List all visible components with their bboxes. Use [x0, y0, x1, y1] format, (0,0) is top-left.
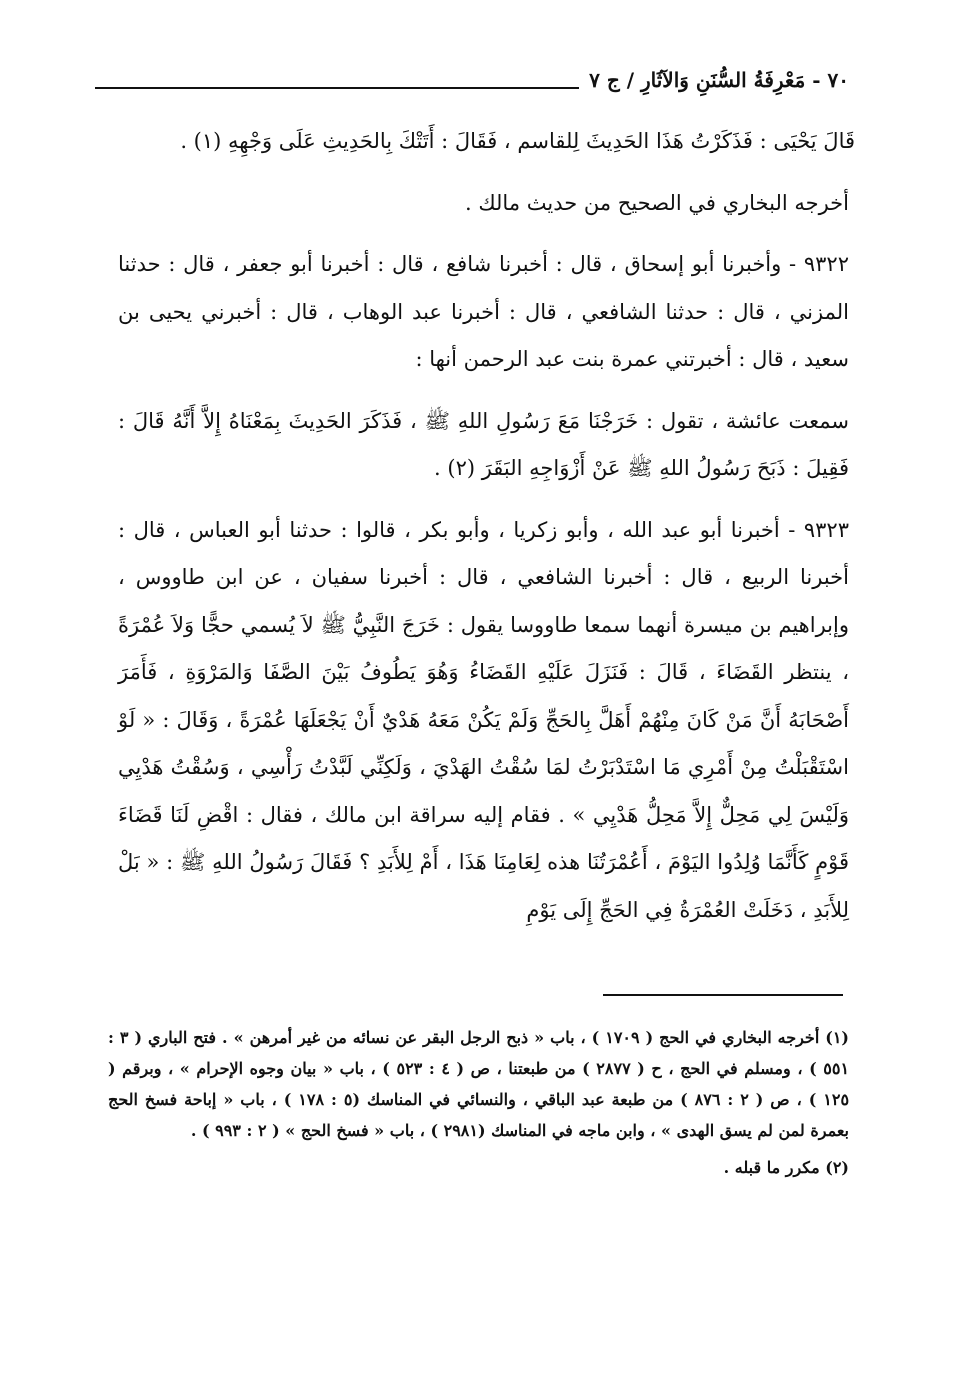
- footnotes: [108, 1022, 849, 1189]
- paragraph-yahya-quote: قَالَ يَحْيَى : فَذَكَرْتُ هَذَا الحَدِيثَ لِلقاسم ، فَقَالَ : أَتَتْكَ بِالحَدِيثِ عَلَى وَجْهِهِ (١) .: [180, 129, 855, 153]
- header-rule: [95, 87, 579, 89]
- main-text: [118, 118, 855, 948]
- paragraph-hadith-9323: ٩٣٢٣ - أخبرنا أبو عبد الله ، وأبو زكريا ، وأبو بكر ، قالوا : حدثنا أبو العباس ، قال : أخبرنا الربيع ، قال : أخبرنا الشافعي ، قال : أخبرنا سفيان ، عن ابن طاووس ، وإبراهيم بن ميسرة أنهما سمعا طاووسا يقول : خَرَجَ النَّبِيُّ ﷺ لاَ يُسمي حجًّا وَلاَ عُمْرَةً ، ينتظر القَضَاءَ ، قَالَ : فَنَزَلَ عَلَيْهِ القَضَاءُ وَهُوَ يَطُوفُ بَيْنَ الصَّفَا وَالمَرْوَةِ ، فَأَمَرَ أَصْحَابَهُ أَنَّ مَنْ كَانَ مِنْهُمْ أَهَلَّ بِالحَجِّ وَلَمْ يَكُنْ مَعَهُ هَدْيٌ أَنْ يَجْعَلَهَا عُمْرَةً ، وَقَالَ : « لَوْ اسْتَقْبَلْتُ مِنْ أَمْرِي مَا اسْتَدْبَرْتُ لمَا سُقْتُ الهَدْيَ ، وَلَكِنِّي لَبَّدْتُ رَأْسِي ، وَسُقْتُ هَدْيِي وَلَيْسَ لِي مَحِلٌّ إِلاَّ مَحِلُّ هَدْيِي » . فقام إليه سراقة ابن مالك ، فقال : اقْضِ لَنَا قَضَاءَ قَوْمٍ كَأَنَّمَا وُلِدُوا اليَوْمَ ، أَعُمْرَتُنَا هذه لِعَامِنَا هَذَا ، أَمْ لِلأَبَدِ ؟ فَقَالَ رَسُولُ اللهِ ﷺ : « بَلْ لِلأَبَدِ ، دَخَلَتْ العُمْرَةُ فِي الحَجِّ إِلَى يَوْمِ: [118, 517, 849, 922]
- paragraph-hadith-9322: ٩٣٢٢ - وأخبرنا أبو إسحاق ، قال : أخبرنا شافع ، قال : أخبرنا أبو جعفر ، قال : حدثنا المزني ، قال : حدثنا الشافعي ، قال : أخبرنا عبد الوهاب ، قال : أخبرني يحيى بن سعيد ، قال : أخبرتني عمرة بنت عبد الرحمن أنها :: [118, 252, 849, 371]
- paragraph-aisha-narration: سمعت عائشة ، تقول : خَرَجْنَا مَعَ رَسُولِ اللهِ ﷺ ، فَذَكَرَ الحَدِيثَ بِمَعْنَاهُ إِلاَّ أَنَّهُ قَالَ : فَقِيلَ : ذَبَحَ رَسُولُ اللهِ ﷺ عَنْ أَزْوَاجِهِ البَقَرَ (٢) .: [118, 408, 849, 480]
- paragraph-bukhari-source: أخرجه البخاري في الصحيح من حديث مالك .: [464, 190, 849, 215]
- footnote-1: (١) أخرجه البخاري في الحج ( ١٧٠٩ ) ، باب « ذبح الرجل البقر عن نسائه من غير أمرهن » . فتح الباري ( ٣ : ٥٥١ ) ، ومسلم في الحج ، ح ( ٢٨٧٧ ) من طبعتنا ، ص ( ٤ : ٥٢٣ ) ، باب « بيان وجوه الإحرام » ، وبرقم ( ١٢٥ ) ، ص ( ٢ : ٨٧٦ ) من طبعة عبد الباقي ، والنسائي في المناسك (٥ : ١٧٨ ) ، باب « إباحة فسخ الحج بعمرة لمن لم يسق الهدى » ، وابن ماجه في المناسك (٢٩٨١ ) ، باب « فسخ الحج » ( ٢ : ٩٩٣ ) .: [108, 1028, 850, 1140]
- running-header: [95, 62, 849, 98]
- footnote-separator: [603, 994, 843, 996]
- running-title: ٧٠ - مَعْرِفَةُ السُّنَنِ وَالآثَارِ / ج ٧: [589, 68, 849, 92]
- footnote-2: (٢) مكرر ما قبله .: [723, 1158, 849, 1177]
